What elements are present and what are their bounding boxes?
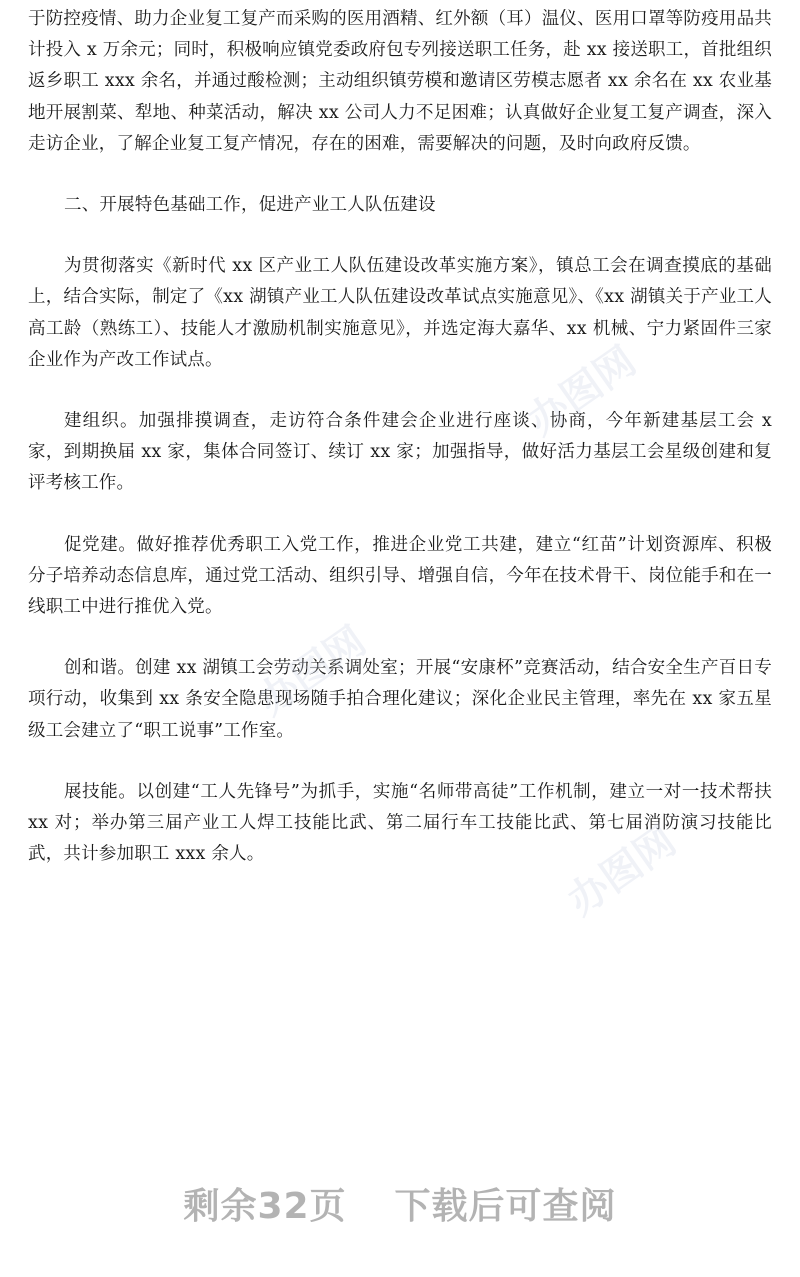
watermark: 办图网 [559,818,685,925]
paragraph-gap [28,221,772,251]
download-to-view-label: 下载后可查阅 [394,1186,617,1227]
document-body [28,4,772,870]
paragraph-party-building: 促党建。做好推荐优秀职工入党工作，推进企业党工共建，建立“红苗”计划资源库、积极分子培养动态信息库，通过党工活动、组织引导、增强自信，今年在技术骨干、岗位能手和在一线职工中进行推优入党。 [28,534,772,618]
remaining-pages-label: 剩余32页 [183,1186,347,1227]
paragraph-skills: 展技能。以创建“工人先锋号”为抓手，实施“名师带高徒”工作机制，建立一对一技术帮扶 xx 对；举办第三届产业工人焊工技能比武、第二届行车工技能比武、第七届消防演习技能比武，共计参加职工 xxx 余人。 [28,781,772,865]
paragraph-build-organization: 建组织。加强排摸调查，走访符合条件建会企业进行座谈、协商，今年新建基层工会 x 家，到期换届 xx 家，集体合同签订、续订 xx 家；加强指导，做好活力基层工会星级创建和复评考核工作。 [28,411,772,494]
watermark: 办图网 [519,338,645,445]
paragraph-gap [28,747,772,777]
paragraph-gap [28,623,772,653]
section-heading-2: 二、开展特色基础工作，促进产业工人队伍建设 [64,195,436,216]
paragraph-harmony: 创和谐。创建 xx 湖镇工会劳动关系调处室；开展“安康杯”竞赛活动，结合安全生产百日专项行动，收集到 xx 条安全隐患现场随手拍合理化建议；深化企业民主管理，率先在 xx 家五星级工会建立了“职工说事”工作室。 [28,658,772,741]
paragraph-epidemic-support: 于防控疫情、助力企业复工复产而采购的医用酒精、红外额（耳）温仪、医用口罩等防疫用品共计投入 x 万余元；同时，积极响应镇党委政府包专列接送职工任务，赴 xx 接送职工，首批组织返乡职工 xxx 余名，并通过酸检测；主动组织镇劳模和邀请区劳模志愿者 xx 余名在 xx 农业基地开展割菜、犁地、种菜活动，解决 xx 公司人力不足困难；认真做好企业复工复产调查，深入走访企业，了解企业复工复产情况，存在的困难，需要解决的问题，及时向政府反馈。 [28,9,772,154]
paragraph-gap [28,160,772,190]
paragraph-gap [28,500,772,530]
paragraph-gap [28,376,772,406]
download-banner[interactable] [0,1178,800,1229]
watermark: 办图网 [249,618,375,725]
paragraph-reform-plan: 为贯彻落实《新时代 xx 区产业工人队伍建设改革实施方案》，镇总工会在调查摸底的基础上，结合实际，制定了《xx 湖镇产业工人队伍建设改革试点实施意见》、《xx 湖镇关于产业工人高工龄（熟练工）、技能人才激励机制实施意见》，并选定海大嘉华、xx 机械、宁力紧固件三家企业作为产改工作试点。 [28,256,772,370]
